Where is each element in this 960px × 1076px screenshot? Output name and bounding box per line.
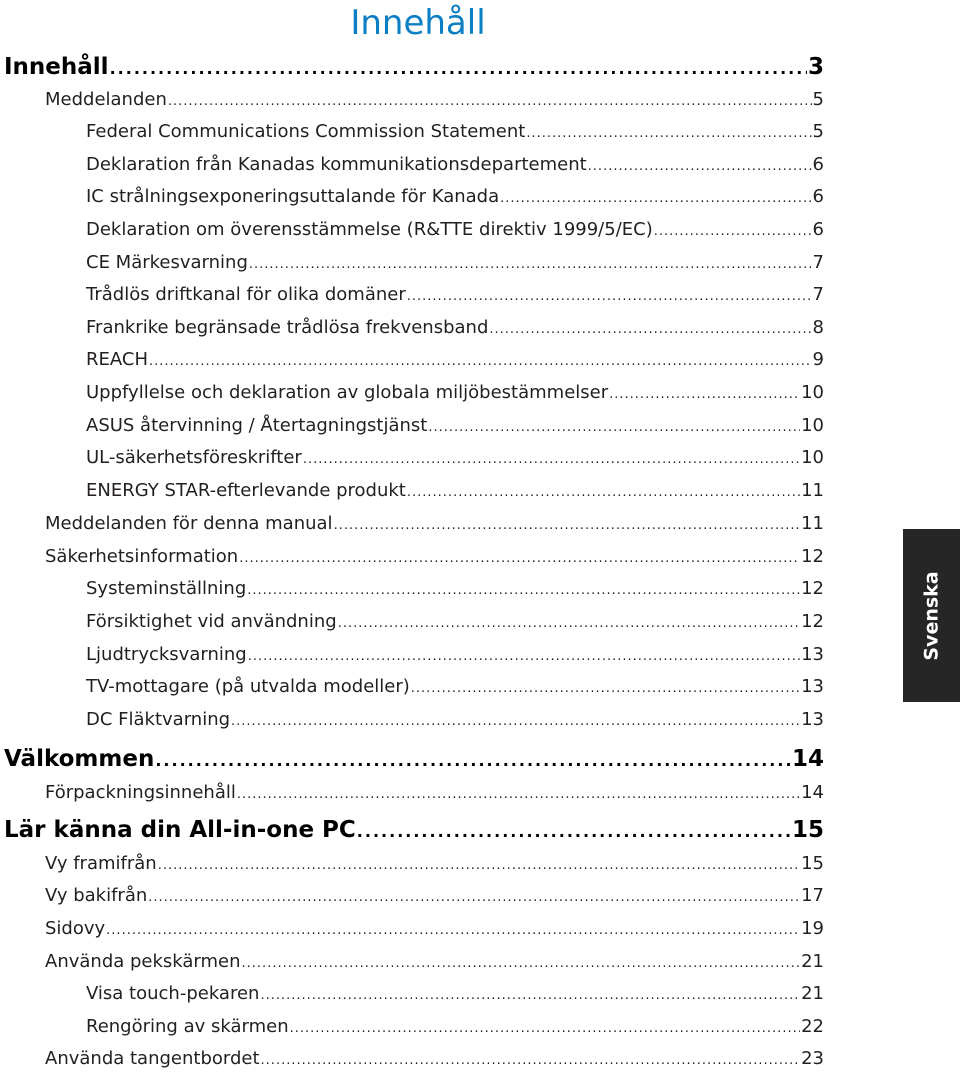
toc-entry-label: Säkerhetsinformation [45, 546, 239, 567]
toc-entry-label: Deklaration från Kanadas kommunikationsdepartement [86, 154, 587, 175]
toc-entry[interactable] [4, 746, 824, 772]
toc-entry-label: Uppfyllelse och deklaration av globala miljöbestämmelser [86, 382, 609, 403]
toc-entry[interactable] [86, 154, 824, 175]
toc-entry-page: 14 [801, 782, 824, 803]
leader-dots [248, 649, 800, 664]
toc-entry-label: Försiktighet vid användning [86, 611, 337, 632]
toc-entry[interactable] [86, 1016, 824, 1037]
toc-entry[interactable] [86, 644, 824, 665]
toc-entry-page: 10 [801, 382, 824, 403]
toc-entry[interactable] [86, 578, 824, 599]
leader-dots [609, 387, 800, 402]
leader-dots [588, 159, 812, 174]
toc-entry-page: 7 [812, 252, 824, 273]
leader-dots [489, 322, 811, 337]
toc-entry[interactable] [86, 676, 824, 697]
toc-entry-label: Vy bakifrån [45, 885, 148, 906]
toc-entry-page: 13 [801, 709, 824, 730]
toc-entry[interactable] [45, 1048, 824, 1069]
toc-entry-label: Använda pekskärmen [45, 951, 241, 972]
toc-entry-page: 3 [807, 54, 824, 80]
toc-entry-page: 11 [801, 513, 824, 534]
leader-dots [303, 452, 800, 467]
toc-entry[interactable] [86, 382, 824, 403]
toc-entry[interactable] [45, 782, 824, 803]
toc-entry-page: 9 [812, 349, 824, 370]
toc-entry[interactable] [86, 349, 824, 370]
toc-entry-label: Lär känna din All-in-one PC [4, 817, 356, 843]
toc-entry-page: 7 [812, 284, 824, 305]
toc-entry-label: Visa touch-pekaren [86, 983, 260, 1004]
toc-entry-label: ASUS återvinning / Återtagningstjänst [86, 415, 428, 436]
leader-dots [155, 751, 791, 770]
toc-entry-label: IC strålningsexponeringsuttalande för Kanada [86, 186, 500, 207]
leader-dots [239, 551, 800, 566]
toc-entry-page: 21 [801, 983, 824, 1004]
leader-dots [168, 94, 812, 109]
leader-dots [654, 224, 812, 239]
toc-entry-label: CE Märkesvarning [86, 252, 248, 273]
leader-dots [231, 714, 800, 729]
toc-entry-label: Deklaration om överensstämmelse (R&TTE direktiv 1999/5/EC) [86, 219, 653, 240]
leader-dots [242, 956, 801, 971]
toc-entry-label: UL-säkerhetsföreskrifter [86, 447, 302, 468]
toc-entry-label: TV-mottagare (på utvalda modeller) [86, 676, 410, 697]
toc-entry[interactable] [45, 951, 824, 972]
toc-entry-page: 5 [812, 121, 824, 142]
toc-entry-label: ENERGY STAR-efterlevande produkt [86, 480, 406, 501]
toc-entry[interactable] [4, 54, 824, 80]
toc-entry[interactable] [86, 252, 824, 273]
toc-entry-page: 8 [812, 317, 824, 338]
leader-dots [249, 257, 812, 272]
leader-dots [247, 583, 800, 598]
toc-entry[interactable] [86, 317, 824, 338]
toc-entry[interactable] [86, 480, 824, 501]
toc-entry[interactable] [45, 89, 824, 110]
leader-dots [237, 787, 800, 802]
toc-entry-page: 15 [791, 817, 824, 843]
toc-entry[interactable] [86, 219, 824, 240]
toc-entry-label: Federal Communications Commission Statement [86, 121, 526, 142]
page-title: Innehåll [350, 3, 486, 43]
toc-entry-page: 23 [801, 1048, 824, 1069]
toc-entry-page: 12 [801, 546, 824, 567]
toc-entry[interactable] [86, 284, 824, 305]
leader-dots [290, 1021, 800, 1036]
toc-entry-page: 10 [801, 447, 824, 468]
toc-entry-label: Använda tangentbordet [45, 1048, 260, 1069]
toc-entry-page: 12 [801, 578, 824, 599]
toc-entry-label: Frankrike begränsade trådlösa frekvensband [86, 317, 489, 338]
leader-dots [261, 1053, 801, 1068]
toc-entry[interactable] [45, 513, 824, 534]
toc-entry[interactable] [86, 611, 824, 632]
toc-entry-page: 13 [801, 676, 824, 697]
toc-entry-label: Rengöring av skärmen [86, 1016, 289, 1037]
leader-dots [357, 822, 791, 841]
toc-entry-page: 15 [801, 853, 824, 874]
toc-entry-label: DC Fläktvarning [86, 709, 231, 730]
toc-entry[interactable] [45, 546, 824, 567]
toc-entry[interactable] [4, 817, 824, 843]
toc-entry-label: Innehåll [4, 54, 109, 80]
leader-dots [106, 923, 800, 938]
toc-entry-page: 12 [801, 611, 824, 632]
toc-entry-label: Vy framifrån [45, 853, 157, 874]
toc-entry-page: 6 [812, 154, 824, 175]
toc-entry[interactable] [45, 853, 824, 874]
leader-dots [110, 59, 807, 78]
toc-entry[interactable] [86, 186, 824, 207]
toc-entry[interactable] [86, 447, 824, 468]
toc-entry-page: 19 [801, 918, 824, 939]
leader-dots [148, 890, 800, 905]
leader-dots [407, 289, 812, 304]
toc-entry-label: Meddelanden [45, 89, 167, 110]
leader-dots [500, 191, 811, 206]
toc-entry-label: Ljudtrycksvarning [86, 644, 247, 665]
toc-entry-page: 5 [812, 89, 824, 110]
toc-entry[interactable] [45, 918, 824, 939]
toc-entry-page: 10 [801, 415, 824, 436]
toc-entry[interactable] [86, 415, 824, 436]
toc-entry-page: 21 [801, 951, 824, 972]
toc-entry-page: 22 [801, 1016, 824, 1037]
toc-entry[interactable] [45, 885, 824, 906]
toc-entry-label: Systeminställning [86, 578, 247, 599]
toc-entry-label: REACH [86, 349, 148, 370]
toc-entry-page: 6 [812, 219, 824, 240]
toc-entry-label: Sidovy [45, 918, 106, 939]
toc-entry-page: 11 [801, 480, 824, 501]
toc-entry-label: Välkommen [4, 746, 155, 772]
toc-entry[interactable] [86, 121, 824, 142]
toc-entry-label: Meddelanden för denna manual [45, 513, 333, 534]
toc-entry-label: Förpackningsinnehåll [45, 782, 236, 803]
toc-entry-page: 6 [812, 186, 824, 207]
toc-entry[interactable] [86, 709, 824, 730]
toc-entry-page: 17 [801, 885, 824, 906]
leader-dots [407, 485, 800, 500]
language-tab-label: Svenska [920, 570, 943, 661]
toc-entry-page: 13 [801, 644, 824, 665]
language-tab [903, 529, 960, 702]
leader-dots [260, 988, 800, 1003]
leader-dots [338, 616, 800, 631]
toc-entry[interactable] [86, 983, 824, 1004]
leader-dots [334, 518, 801, 533]
leader-dots [411, 681, 800, 696]
leader-dots [428, 420, 800, 435]
leader-dots [158, 858, 800, 873]
leader-dots [526, 126, 811, 141]
toc-entry-page: 14 [791, 746, 824, 772]
leader-dots [149, 354, 812, 369]
toc-entry-label: Trådlös driftkanal för olika domäner [86, 284, 406, 305]
